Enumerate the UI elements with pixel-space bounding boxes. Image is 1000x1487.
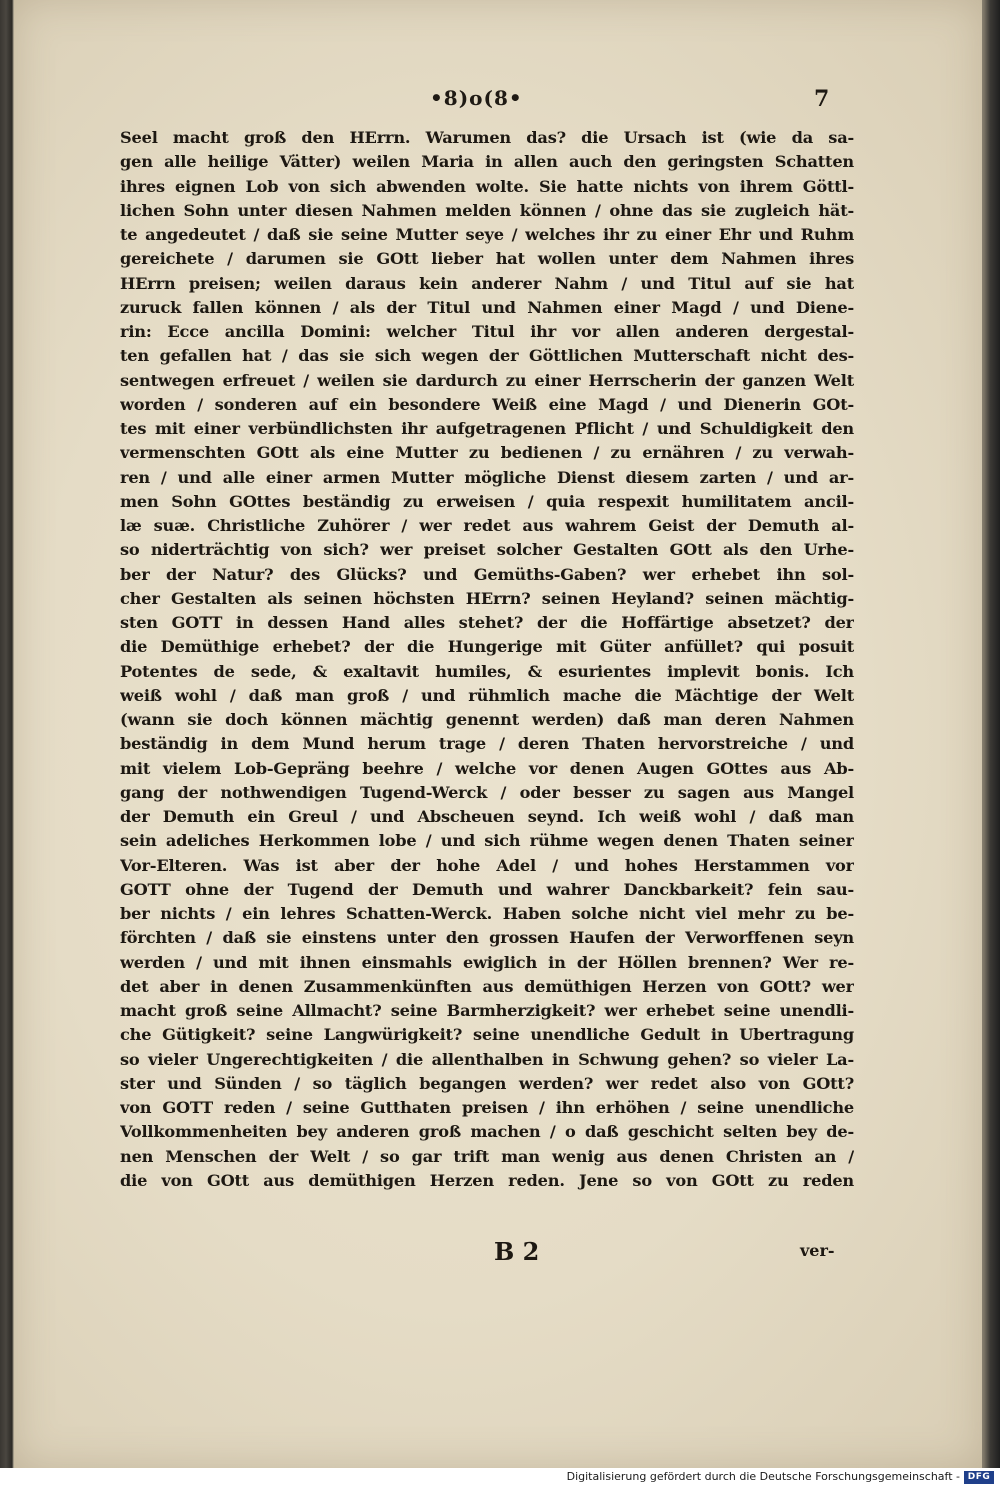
text-line: det aber in denen Zusammenkünften aus demüthigen Herzen von GOtt? wer bbox=[120, 976, 854, 996]
text-line: cher Gestalten als seinen höchsten HErrn? seinen Heyland? seinen mächtig- bbox=[120, 588, 854, 608]
text-line: Vollkommenheiten bey anderen groß machen / o daß geschicht selten bey de- bbox=[120, 1122, 854, 1142]
text-line: beständig in dem Mund herum trage / deren Thaten hervorstreiche / und bbox=[120, 734, 854, 754]
text-line: ren / und alle einer armen Mutter mögliche Dienst diesem zarten / und ar- bbox=[120, 467, 854, 487]
text-line: macht groß seine Allmacht? seine Barmherzigkeit? wer erhebet seine unendli- bbox=[120, 1001, 854, 1020]
text-line: so vieler Ungerechtigkeiten / die allenthalben in Schwung gehen? so vieler La- bbox=[120, 1049, 854, 1069]
page-footer bbox=[14, 1237, 982, 1267]
text-line: zuruck fallen können / als der Titul und Nahmen einer Magd / und Diene- bbox=[120, 297, 854, 317]
text-line: sten GOTT in dessen Hand alles stehet? der die Hoffärtige absetzet? der bbox=[120, 613, 854, 632]
credit-bar bbox=[0, 1468, 1000, 1487]
text-line: ber der Natur? des Glücks? und Gemüths-Gaben? wer erhebet ihn sol- bbox=[120, 564, 854, 584]
text-line: weiß wohl / daß man groß / und rühmlich mache die Mächtige der Welt bbox=[120, 685, 854, 705]
text-line: worden / sonderen auf ein besondere Weiß eine Magd / und Dienerin GOt- bbox=[120, 394, 854, 414]
text-line: læ suæ. Christliche Zuhörer / wer redet aus wahrem Geist der Demuth al- bbox=[120, 516, 854, 535]
text-line: gereichete / darumen sie GOtt lieber hat wollen unter dem Nahmen ihres bbox=[120, 249, 854, 269]
text-line: tes mit einer verbündlichsten ihr aufgetragenen Pflicht / und Schuldigkeit den bbox=[120, 419, 854, 438]
header-ornament: •8)o(8• bbox=[430, 86, 523, 110]
text-line: förchten / daß sie einstens unter den grossen Haufen der Verworffenen seyn bbox=[120, 928, 854, 948]
page-number: 7 bbox=[814, 86, 830, 112]
text-line: sentwegen erfreuet / weilen sie dardurch zu einer Herrscherin der ganzen Welt bbox=[120, 370, 854, 390]
text-line: HErrn preisen; weilen daraus kein anderer Nahm / und Titul auf sie hat bbox=[120, 273, 854, 293]
text-line: Seel macht groß den HErrn. Warumen das? die Ursach ist (wie da sa- bbox=[120, 128, 854, 147]
text-line: ihres eignen Lob von sich abwenden wolte. Sie hatte nichts von ihrem Göttl- bbox=[120, 176, 854, 196]
book-page bbox=[14, 0, 982, 1468]
text-line: te angedeutet / daß sie seine Mutter seye / welches ihr zu einer Ehr und Ruhm bbox=[120, 225, 854, 244]
text-line: (wann sie doch können mächtig genennt werden) daß man deren Nahmen bbox=[120, 710, 854, 729]
text-line: ber nichts / ein lehres Schatten-Werck. Haben solche nicht viel mehr zu be- bbox=[120, 904, 854, 923]
dfg-logo: DFG bbox=[964, 1471, 994, 1484]
text-line: rin: Ecce ancilla Domini: welcher Titul ihr vor allen anderen dergestal- bbox=[120, 322, 854, 341]
funding-credit: Digitalisierung gefördert durch die Deutsche Forschungsgemeinschaft - bbox=[566, 1470, 960, 1483]
text-line: gen alle heilige Vätter) weilen Maria in allen auch den geringsten Schatten bbox=[120, 152, 854, 172]
text-line: mit vielem Lob-Gepräng beehre / welche vor denen Augen GOttes aus Ab- bbox=[120, 758, 854, 778]
text-line: so niderträchtig von sich? wer preiset solcher Gestalten GOtt als den Urhe- bbox=[120, 540, 854, 560]
text-line: Vor-Elteren. Was ist aber der hohe Adel / und hohes Herstammen vor bbox=[120, 855, 854, 875]
running-header bbox=[14, 86, 982, 112]
body-text bbox=[120, 126, 854, 1193]
text-line: nen Menschen der Welt / so gar trift man wenig aus denen Christen an / bbox=[120, 1146, 854, 1166]
text-line: ten gefallen hat / das sie sich wegen der Göttlichen Mutterschaft nicht des- bbox=[120, 346, 854, 366]
text-line: che Gütigkeit? seine Langwürigkeit? seine unendliche Gedult in Ubertragung bbox=[120, 1025, 854, 1045]
signature-mark: B 2 bbox=[494, 1237, 540, 1266]
text-line: die von GOtt aus demüthigen Herzen reden. Jene so von GOtt zu reden bbox=[120, 1170, 854, 1190]
text-line: vermenschten GOtt als eine Mutter zu bedienen / zu ernähren / zu verwah- bbox=[120, 443, 854, 463]
text-line: sein adeliches Herkommen lobe / und sich rühme wegen denen Thaten seiner bbox=[120, 831, 854, 851]
text-line: ster und Sünden / so täglich begangen werden? wer redet also von GOtt? bbox=[120, 1073, 854, 1093]
text-line: men Sohn GOttes beständig zu erweisen / quia respexit humilitatem ancil- bbox=[120, 491, 854, 511]
text-line: die Demüthige erhebet? der die Hungerige mit Güter anfüllet? qui posuit bbox=[120, 637, 854, 657]
catchword: ver- bbox=[800, 1241, 835, 1260]
text-line: werden / und mit ihnen einsmahls ewiglich in der Höllen brennen? Wer re- bbox=[120, 952, 854, 972]
text-line: lichen Sohn unter diesen Nahmen melden können / ohne das sie zugleich hät- bbox=[120, 200, 854, 220]
text-line: von GOTT reden / seine Gutthaten preisen / ihn erhöhen / seine unendliche bbox=[120, 1098, 854, 1117]
text-line: gang der nothwendigen Tugend-Werck / oder besser zu sagen aus Mangel bbox=[120, 782, 854, 802]
text-line: Potentes de sede, & exaltavit humiles, & esurientes implevit bonis. Ich bbox=[120, 661, 854, 681]
text-line: GOTT ohne der Tugend der Demuth und wahrer Danckbarkeit? fein sau- bbox=[120, 879, 854, 899]
text-line: der Demuth ein Greul / und Abscheuen seynd. Ich weiß wohl / daß man bbox=[120, 807, 854, 826]
